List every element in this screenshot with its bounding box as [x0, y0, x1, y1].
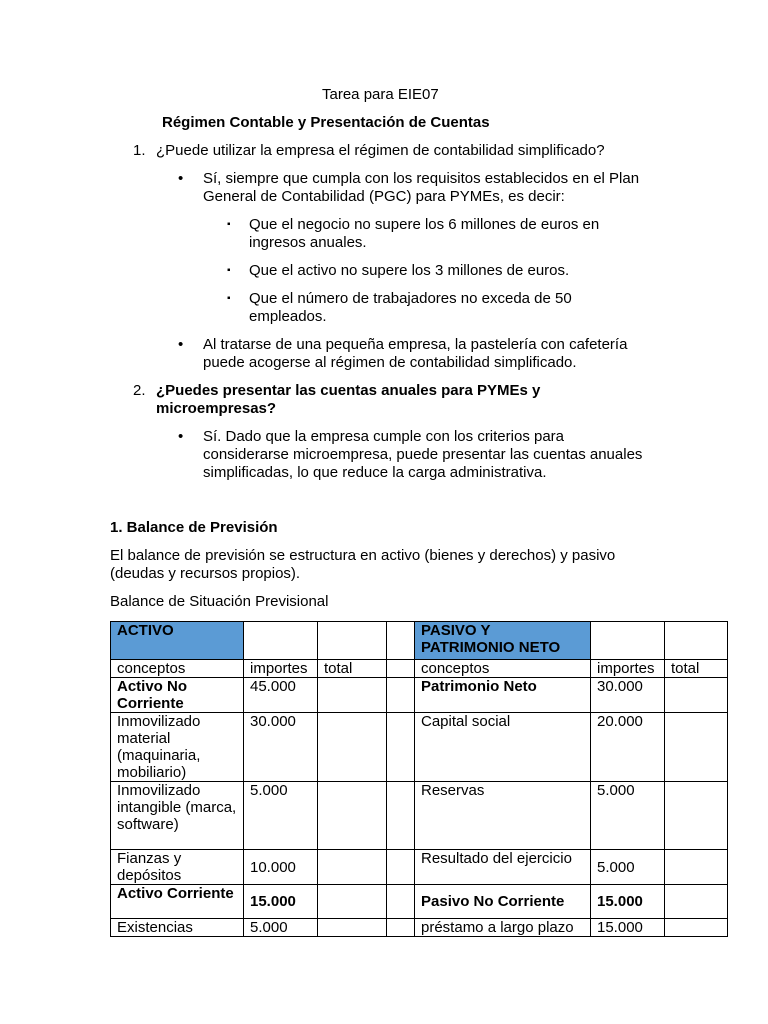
bullet-icon: • [178, 170, 184, 187]
empty-cell [318, 850, 387, 885]
section-heading: 1. Balance de Previsión [110, 519, 278, 536]
empty-cell [665, 919, 728, 937]
document-title: Tarea para EIE07 [322, 86, 439, 103]
empty-cell [318, 885, 387, 919]
section-paragraph-line: (deudas y recursos propios). [110, 565, 301, 582]
empty-cell [665, 782, 728, 850]
header-pasivo [415, 622, 591, 660]
activo-concept: Existencias [111, 919, 244, 937]
pasivo-importe: 15.000 [591, 885, 665, 919]
square-bullet-icon: ▪ [227, 219, 231, 230]
empty-cell [665, 678, 728, 713]
q1-requirement-line: ingresos anuales. [249, 234, 367, 251]
pasivo-concept: Reservas [415, 782, 591, 850]
spacer-cell [387, 660, 415, 678]
activo-importe: 10.000 [244, 850, 318, 885]
header-pasivo-line: PATRIMONIO NETO [421, 639, 561, 656]
empty-cell [318, 713, 387, 782]
square-bullet-icon: ▪ [227, 265, 231, 276]
pasivo-concept: Resultado del ejercicio [415, 850, 591, 885]
empty-cell [665, 885, 728, 919]
empty-cell [665, 622, 728, 660]
pasivo-concept: Patrimonio Neto [415, 678, 591, 713]
activo-concept: Activo No Corriente [111, 678, 244, 713]
activo-concept: Inmovilizado material (maquinaria, mobiliario) [111, 713, 244, 782]
q2-answer-line: considerarse microempresa, puede presentar las cuentas anuales [203, 446, 643, 463]
col-total: total [665, 660, 728, 678]
activo-concept: Activo Corriente [111, 885, 244, 919]
activo-concept: Fianzas y depósitos [111, 850, 244, 885]
pasivo-importe: 30.000 [591, 678, 665, 713]
spacer-cell [387, 919, 415, 937]
q1-answer-line: General de Contabilidad (PGC) para PYMEs, es decir: [203, 188, 565, 205]
q1-requirement-line: Que el activo no supere los 3 millones de euros. [249, 262, 570, 279]
table-row [111, 713, 728, 782]
activo-concept: Inmovilizado intangible (marca, software) [111, 782, 244, 850]
spacer-cell [387, 678, 415, 713]
activo-importe: 5.000 [244, 919, 318, 937]
table-row [111, 850, 728, 885]
document-subtitle: Régimen Contable y Presentación de Cuentas [162, 114, 490, 131]
activo-importe: 5.000 [244, 782, 318, 850]
table-header-row [111, 622, 728, 660]
q2-answer-line: simplificadas, lo que reduce la carga administrativa. [203, 464, 547, 481]
q2-text-line: ¿Puedes presentar las cuentas anuales para PYMEs y [156, 382, 541, 399]
spacer-cell [387, 885, 415, 919]
pasivo-concept: préstamo a largo plazo [415, 919, 591, 937]
q1-conclusion-line: Al tratarse de una pequeña empresa, la pastelería con cafetería [203, 336, 628, 353]
bullet-icon: • [178, 428, 184, 445]
header-activo: ACTIVO [111, 622, 244, 660]
spacer-cell [387, 850, 415, 885]
empty-cell [591, 622, 665, 660]
col-importes: importes [591, 660, 665, 678]
pasivo-importe: 5.000 [591, 850, 665, 885]
q2-answer-line: Sí. Dado que la empresa cumple con los criterios para [203, 428, 565, 445]
q1-text: ¿Puede utilizar la empresa el régimen de contabilidad simplificado? [156, 142, 605, 159]
empty-cell [244, 622, 318, 660]
pasivo-concept: Capital social [415, 713, 591, 782]
empty-cell [318, 919, 387, 937]
table-row [111, 782, 728, 850]
spacer-cell [387, 622, 415, 660]
col-conceptos: conceptos [415, 660, 591, 678]
table-row [111, 678, 728, 713]
col-conceptos: conceptos [111, 660, 244, 678]
spacer-cell [387, 782, 415, 850]
pasivo-concept: Pasivo No Corriente [415, 885, 591, 919]
activo-importe: 30.000 [244, 713, 318, 782]
pasivo-importe: 20.000 [591, 713, 665, 782]
table-row [111, 885, 728, 919]
q1-requirement-line: Que el número de trabajadores no exceda de 50 [249, 290, 572, 307]
pasivo-importe: 15.000 [591, 919, 665, 937]
empty-cell [665, 850, 728, 885]
q2-number: 2. [133, 382, 146, 399]
empty-cell [665, 713, 728, 782]
activo-importe: 45.000 [244, 678, 318, 713]
table-row [111, 660, 728, 678]
activo-importe: 15.000 [244, 885, 318, 919]
q1-number: 1. [133, 142, 146, 159]
col-total: total [318, 660, 387, 678]
q1-requirement-line: Que el negocio no supere los 6 millones de euros en [249, 216, 600, 233]
spacer-cell [387, 713, 415, 782]
col-importes: importes [244, 660, 318, 678]
square-bullet-icon: ▪ [227, 293, 231, 304]
q1-conclusion-line: puede acogerse al régimen de contabilidad simplificado. [203, 354, 577, 371]
section-paragraph-line: El balance de previsión se estructura en activo (bienes y derechos) y pasivo [110, 547, 616, 564]
empty-cell [318, 782, 387, 850]
balance-table [110, 621, 728, 937]
empty-cell [318, 622, 387, 660]
table-caption: Balance de Situación Previsional [110, 593, 329, 610]
empty-cell [318, 678, 387, 713]
q2-text-line: microempresas? [156, 400, 277, 417]
table-row [111, 919, 728, 937]
q1-requirement-line: empleados. [249, 308, 327, 325]
pasivo-importe: 5.000 [591, 782, 665, 850]
bullet-icon: • [178, 336, 184, 353]
q1-answer-line: Sí, siempre que cumpla con los requisitos establecidos en el Plan [203, 170, 640, 187]
header-pasivo-line: PASIVO Y [421, 622, 491, 639]
